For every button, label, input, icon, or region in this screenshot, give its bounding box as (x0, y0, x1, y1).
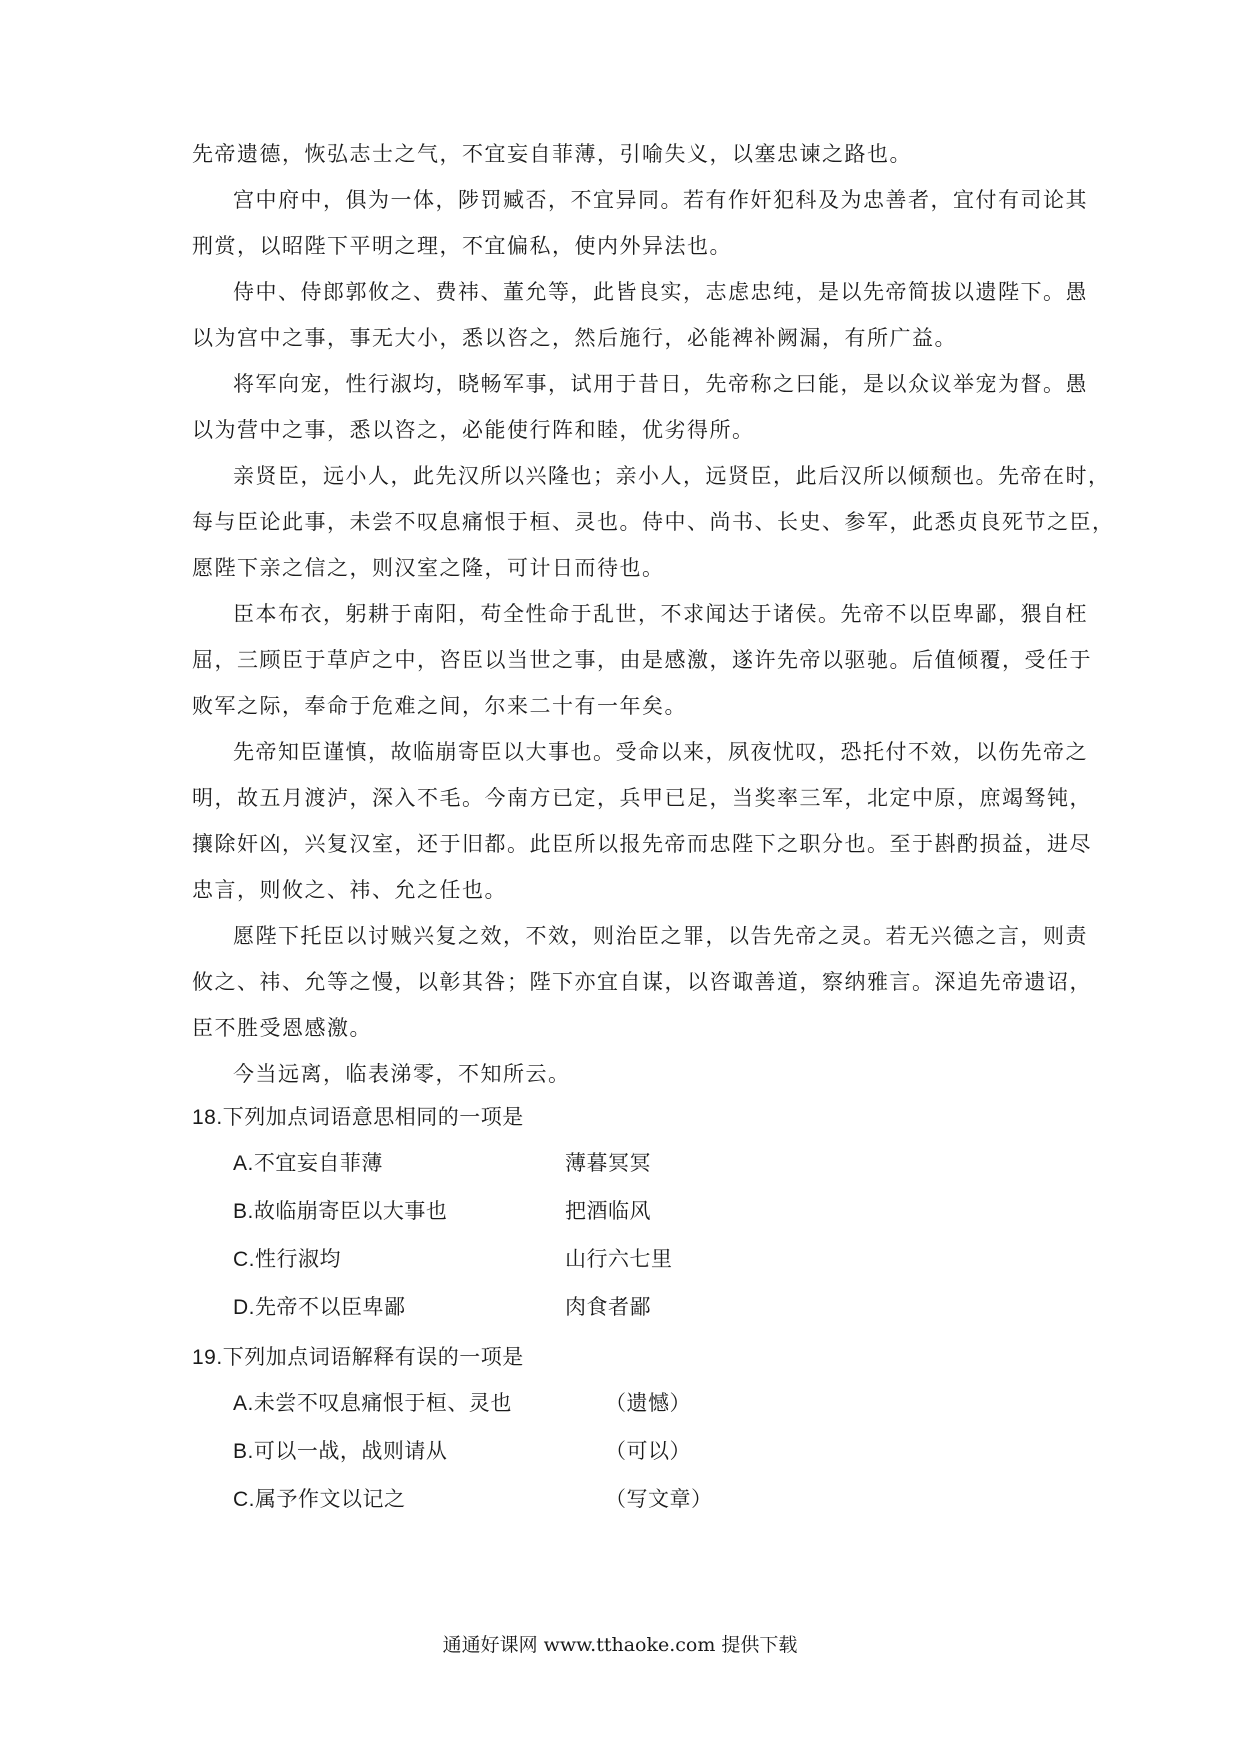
question-18-option-d: D.先帝不以臣卑鄙 (233, 1296, 406, 1319)
passage-line: 以为宫中之事，事无大小，悉以咨之，然后施行，必能裨补阙漏，有所广益。 (192, 326, 957, 350)
question-18-option-b: B.故临崩寄臣以大事也 (233, 1200, 448, 1223)
question-18-option-c: C.性行淑均 (233, 1248, 341, 1271)
passage-line: 宫中府中，俱为一体，陟罚臧否，不宜异同。若有作奸犯科及为忠善者，宜付有司论其 (233, 188, 1088, 212)
passage-line: 亲贤臣，远小人，此先汉所以兴隆也；亲小人，远贤臣，此后汉所以倾颓也。先帝在时， (233, 464, 1111, 488)
question-18-option-c-compare: 山行六七里 (565, 1248, 673, 1271)
question-18-option-a-compare: 薄暮冥冥 (565, 1152, 651, 1175)
question-18-option-a: A.不宜妄自菲薄 (233, 1152, 383, 1175)
passage-line: 屈，三顾臣于草庐之中，咨臣以当世之事，由是感激，遂许先帝以驱驰。后值倾覆，受任于 (192, 648, 1092, 672)
question-18-title: 18.下列加点词语意思相同的一项是 (192, 1106, 524, 1129)
passage-line: 每与臣论此事，未尝不叹息痛恨于桓、灵也。侍中、尚书、长史、参军，此悉贞良死节之臣， (192, 510, 1115, 534)
passage-line: 明，故五月渡泸，深入不毛。今南方已定，兵甲已足，当奖率三军，北定中原，庶竭驽钝， (192, 786, 1092, 810)
passage-line: 先帝遗德，恢弘志士之气，不宜妄自菲薄，引喻失义，以塞忠谏之路也。 (192, 142, 912, 166)
passage-line: 忠言，则攸之、祎、允之任也。 (192, 878, 507, 902)
question-19-option-c: C.属予作文以记之 (233, 1488, 406, 1511)
question-18-option-b-compare: 把酒临风 (565, 1200, 651, 1223)
question-19-option-b-gloss: （可以） (605, 1440, 691, 1463)
passage-line: 侍中、侍郎郭攸之、费祎、董允等，此皆良实，志虑忠纯，是以先帝简拔以遗陛下。愚 (233, 280, 1088, 304)
passage-line: 臣本布衣，躬耕于南阳，苟全性命于乱世，不求闻达于诸侯。先帝不以臣卑鄙，猥自枉 (233, 602, 1088, 626)
question-19-option-a-gloss: （遗憾） (605, 1392, 691, 1415)
passage-line: 以为营中之事，悉以咨之，必能使行阵和睦，优劣得所。 (192, 418, 755, 442)
question-19-title: 19.下列加点词语解释有误的一项是 (192, 1346, 524, 1369)
passage-line: 愿陛下托臣以讨贼兴复之效，不效，则治臣之罪，以告先帝之灵。若无兴德之言，则责 (233, 924, 1088, 948)
page-footer: 通通好课网 www.tthaoke.com 提供下载 (442, 1634, 798, 1656)
passage-line: 败军之际，奉命于危难之间，尔来二十有一年矣。 (192, 694, 687, 718)
question-19-option-c-gloss: （写文章） (605, 1488, 713, 1511)
passage-line: 攘除奸凶，兴复汉室，还于旧都。此臣所以报先帝而忠陛下之职分也。至于斟酌损益，进尽 (192, 832, 1092, 856)
passage-line: 将军向宠，性行淑均，晓畅军事，试用于昔日，先帝称之曰能，是以众议举宠为督。愚 (233, 372, 1088, 396)
passage-line: 愿陛下亲之信之，则汉室之隆，可计日而待也。 (192, 556, 665, 580)
passage-line: 臣不胜受恩感激。 (192, 1016, 372, 1040)
question-18-option-d-compare: 肉食者鄙 (565, 1296, 651, 1319)
passage-line: 刑赏，以昭陛下平明之理，不宜偏私，使内外异法也。 (192, 234, 732, 258)
question-19-option-b: B.可以一战，战则请从 (233, 1440, 448, 1463)
passage-line: 攸之、祎、允等之慢，以彰其咎；陛下亦宜自谋，以咨诹善道，察纳雅言。深追先帝遗诏， (192, 970, 1092, 994)
passage-line: 今当远离，临表涕零，不知所云。 (233, 1062, 571, 1086)
question-19-option-a: A.未尝不叹息痛恨于桓、灵也 (233, 1392, 512, 1415)
passage-line: 先帝知臣谨慎，故临崩寄臣以大事也。受命以来，夙夜忧叹，恐托付不效，以伤先帝之 (233, 740, 1088, 764)
